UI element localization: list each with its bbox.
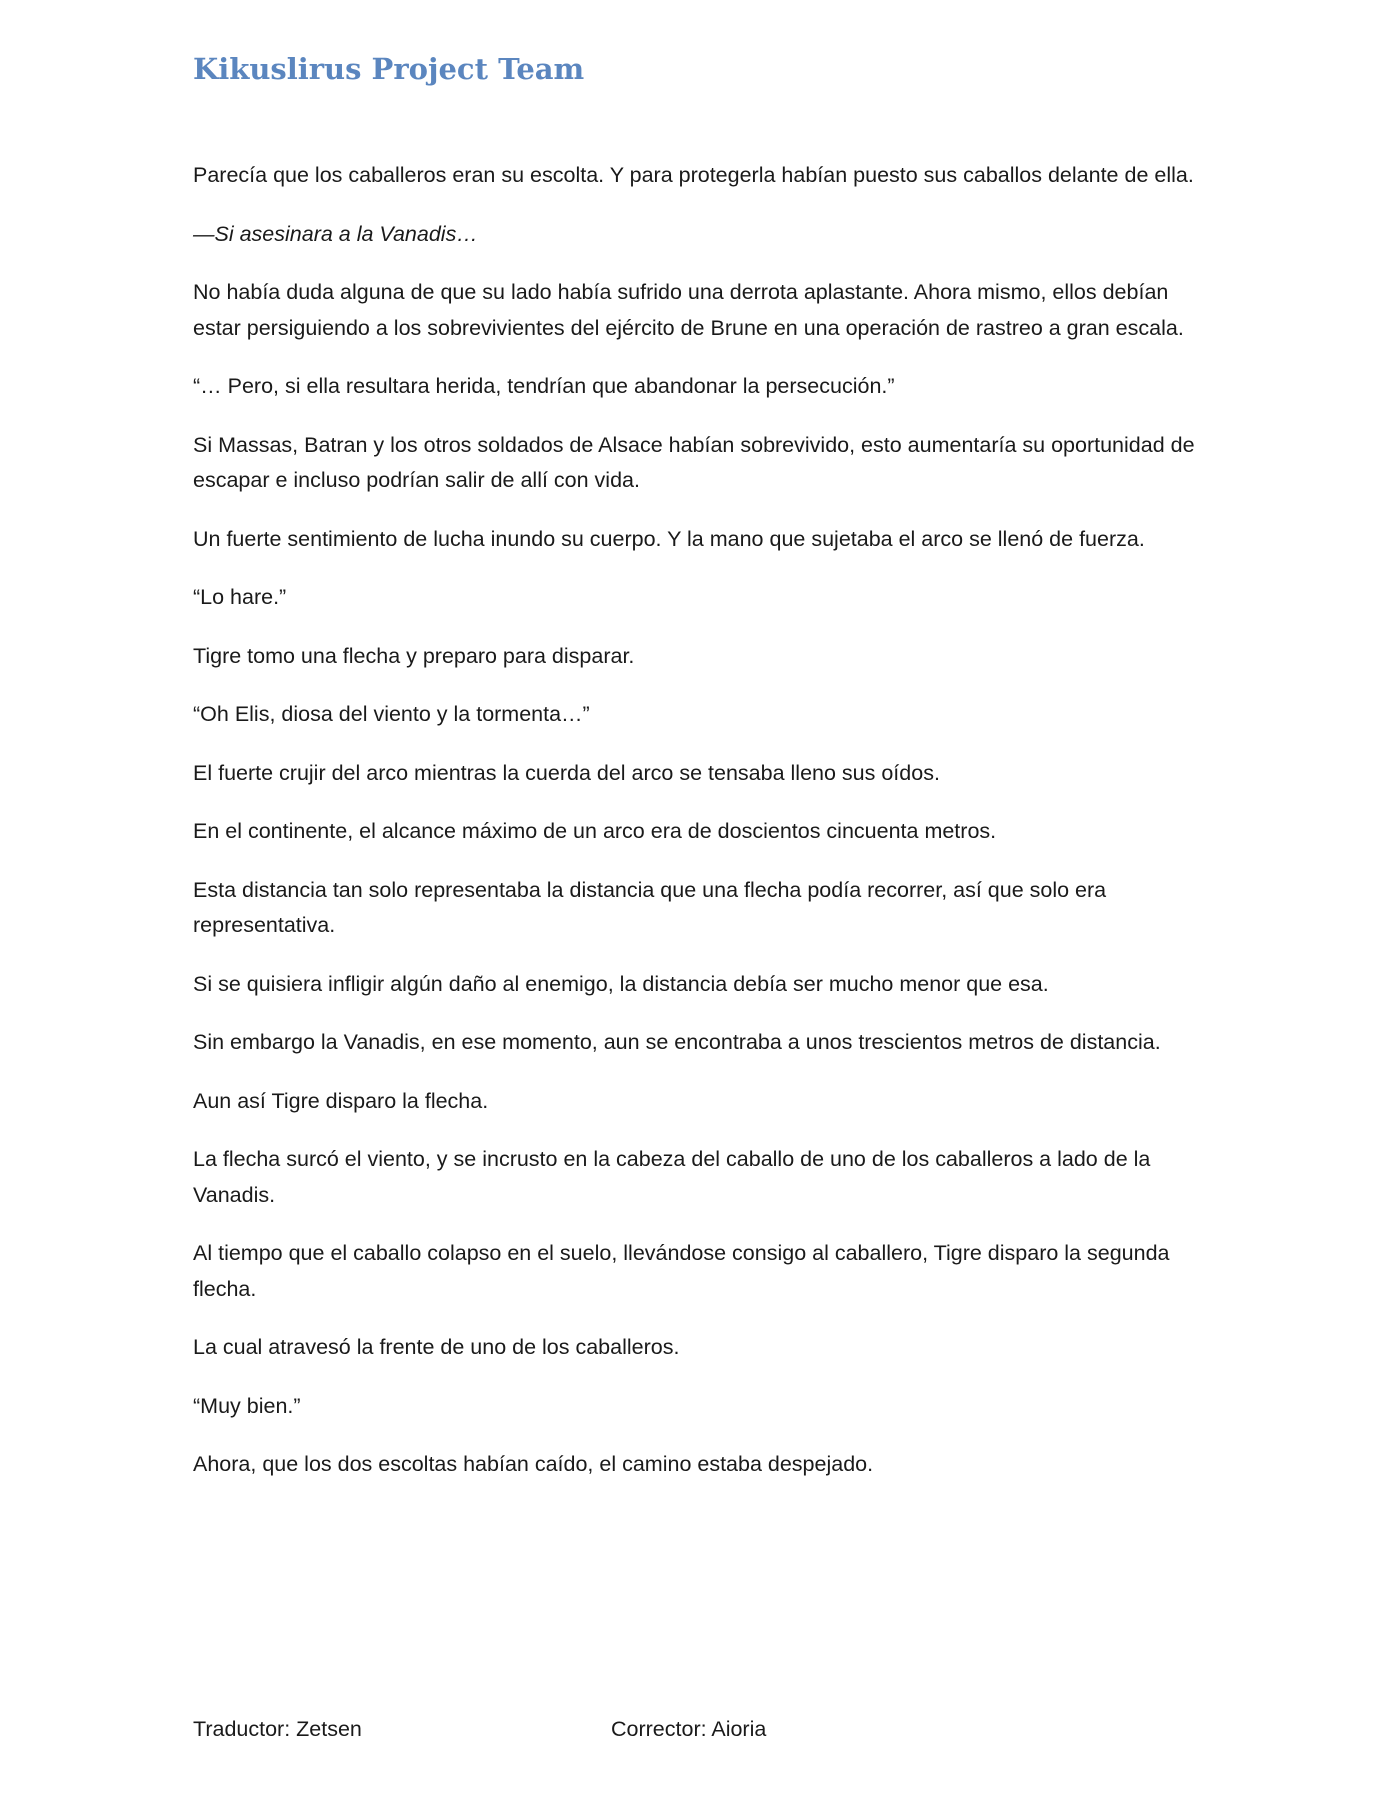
translator-credit: Traductor: Zetsen	[193, 1717, 362, 1741]
paragraph-7: “Lo hare.”	[193, 585, 287, 609]
paragraph-13: Si se quisiera infligir algún daño al enemigo, la distancia debía ser mucho menor que esa.	[193, 971, 1049, 996]
paragraph-15: Aun así Tigre disparo la flecha.	[193, 1088, 489, 1113]
paragraph-2: —Si asesinara a la Vanadis…	[193, 221, 478, 246]
paragraph-6: Un fuerte sentimiento de lucha inundo su cuerpo. Y la mano que sujetaba el arco se llenó de fuerza.	[193, 526, 1145, 551]
paragraph-1: Parecía que los caballeros eran su escolta. Y para protegerla habían puesto sus caballos delante de ella.	[193, 163, 1194, 187]
corrector-credit: Corrector: Aioria	[611, 1717, 767, 1741]
paragraph-4: “… Pero, si ella resultara herida, tendrían que abandonar la persecución.”	[193, 374, 895, 398]
paragraph-9: “Oh Elis, diosa del viento y la tormenta…”	[193, 702, 590, 726]
body-text	[193, 158, 1203, 1506]
paragraph-12: Esta distancia tan solo representaba la distancia que una flecha podía recorrer, así que solo era representativa.	[193, 877, 1107, 937]
paragraph-20: Ahora, que los dos escoltas habían caído, el camino estaba despejado.	[193, 1452, 874, 1476]
paragraph-18: La cual atravesó la frente de uno de los caballeros.	[193, 1335, 680, 1359]
paragraph-3: No había duda alguna de que su lado había sufrido una derrota aplastante. Ahora mismo, ellos debían estar persiguiendo a los sobrevivientes del ejército de Brune en una operación de rastreo a gran escala.	[193, 280, 1184, 340]
paragraph-19: “Muy bien.”	[193, 1393, 301, 1418]
paragraph-5: Si Massas, Batran y los otros soldados de Alsace habían sobrevivido, esto aumentaría su oportunidad de escapar e incluso podrían salir de allí con vida.	[193, 432, 1195, 492]
paragraph-11: En el continente, el alcance máximo de un arco era de doscientos cincuenta metros.	[193, 819, 997, 843]
paragraph-10: El fuerte crujir del arco mientras la cuerda del arco se tensaba lleno sus oídos.	[193, 760, 940, 785]
page-footer	[0, 1712, 1400, 1752]
paragraph-8: Tigre tomo una flecha y preparo para disparar.	[193, 643, 635, 668]
header-title: Kikuslirus Project Team	[193, 52, 585, 86]
paragraph-14: Sin embargo la Vanadis, en ese momento, aun se encontraba a unos trescientos metros de distancia.	[193, 1030, 1161, 1054]
paragraph-17: Al tiempo que el caballo colapso en el suelo, llevándose consigo al caballero, Tigre disparo la segunda flecha.	[193, 1241, 1170, 1301]
paragraph-16: La flecha surcó el viento, y se incrusto en la cabeza del caballo de uno de los caballeros a lado de la Vanadis.	[193, 1147, 1151, 1207]
